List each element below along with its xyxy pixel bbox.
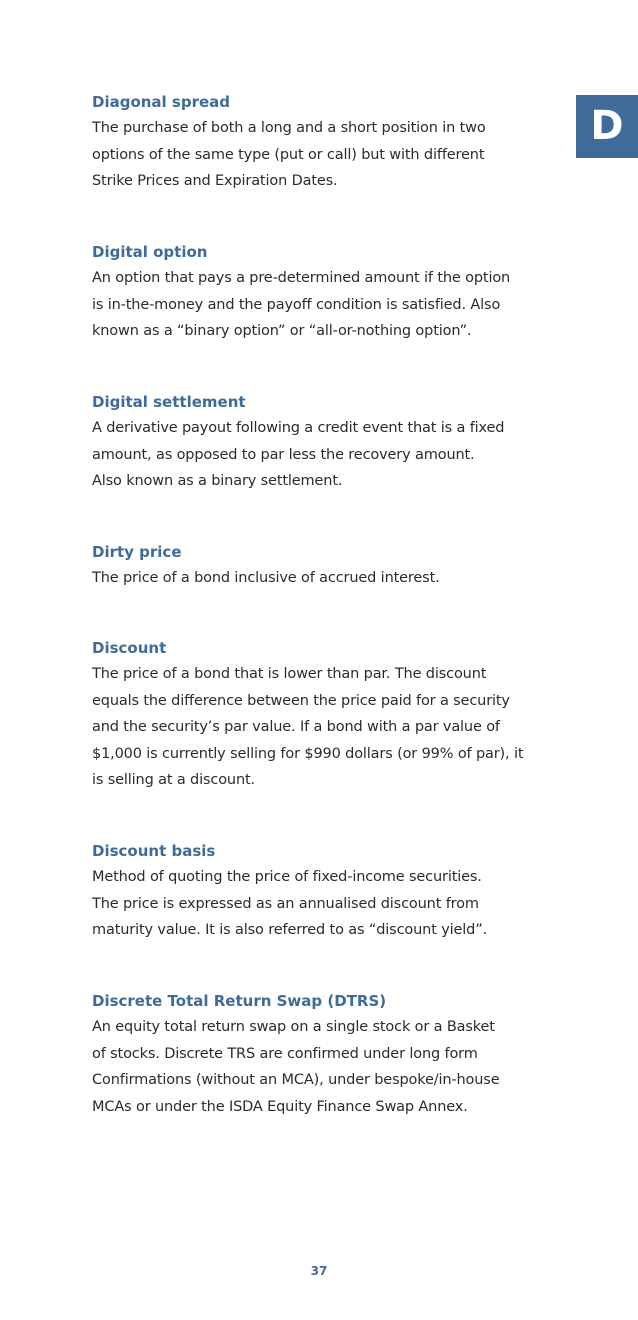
glossary-entry-digital-settlement xyxy=(92,393,562,495)
entry-line: is in-the-money and the payoff condition is satisfied. Also xyxy=(92,296,501,313)
entry-term: Diagonal spread xyxy=(92,93,231,111)
glossary-entry-discrete-total-return-swap xyxy=(92,992,562,1120)
entry-line: and the security’s par value. If a bond with a par value of xyxy=(92,719,500,736)
entry-term: Digital option xyxy=(92,243,208,261)
entry-line: Strike Prices and Expiration Dates. xyxy=(92,173,338,190)
entry-line: The price of a bond that is lower than par. The discount xyxy=(92,666,487,682)
entry-line: An equity total return swap on a single stock or a Basket xyxy=(92,1019,495,1035)
entry-line: Also known as a binary settlement. xyxy=(92,473,343,490)
entry-term: Digital settlement xyxy=(92,393,246,411)
glossary-entry-dirty-price xyxy=(92,543,562,592)
entry-line: is selling at a discount. xyxy=(92,772,255,789)
glossary-entry-discount-basis xyxy=(92,842,562,944)
glossary-entry-discount xyxy=(92,639,562,794)
entry-line: Method of quoting the price of fixed-income securities. xyxy=(92,869,482,885)
entry-line: A derivative payout following a credit event that is a fixed xyxy=(92,420,505,436)
glossary-entry-digital-option xyxy=(92,243,562,345)
entry-line: maturity value. It is also referred to as “discount yield”. xyxy=(92,922,488,939)
page-number: 37 xyxy=(310,1264,328,1278)
entry-line: An option that pays a pre-determined amount if the option xyxy=(92,270,511,286)
entry-line: amount, as opposed to par less the recovery amount. xyxy=(92,446,475,463)
entry-line: The price of a bond inclusive of accrued interest. xyxy=(92,570,440,586)
section-letter-tab: D xyxy=(576,95,638,158)
entry-term: Dirty price xyxy=(92,543,182,561)
entry-term: Discount xyxy=(92,639,167,657)
entry-line: The price is expressed as an annualised discount from xyxy=(92,895,479,912)
entry-term: Discrete Total Return Swap (DTRS) xyxy=(92,992,387,1010)
entry-line: options of the same type (put or call) but with different xyxy=(92,146,485,163)
entry-line: MCAs or under the ISDA Equity Finance Swap Annex. xyxy=(92,1098,468,1115)
entry-line: $1,000 is currently selling for $990 dollars (or 99% of par), it xyxy=(92,745,524,762)
entry-line: of stocks. Discrete TRS are confirmed under long form xyxy=(92,1045,478,1062)
glossary-entry-diagonal-spread xyxy=(92,93,562,195)
entry-line: Confirmations (without an MCA), under bespoke/in-house xyxy=(92,1072,500,1089)
entry-term: Discount basis xyxy=(92,842,216,860)
entry-line: equals the difference between the price paid for a security xyxy=(92,692,510,709)
entry-line: known as a “binary option” or “all-or-nothing option”. xyxy=(92,323,472,340)
entry-line: The purchase of both a long and a short position in two xyxy=(92,120,486,136)
